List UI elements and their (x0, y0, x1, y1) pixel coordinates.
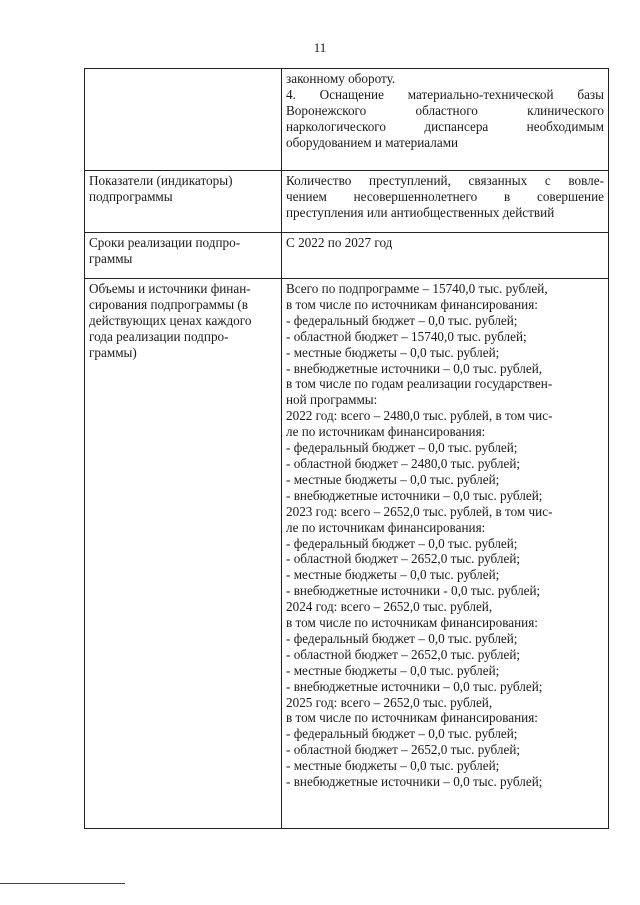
row-label-cell (85, 233, 282, 279)
row-value-cell (282, 279, 609, 829)
row-value-line: преступления или антиобщественных действий (286, 204, 555, 220)
row-label-cell (85, 171, 282, 233)
row-label-line: действующих ценах каждого (89, 312, 252, 328)
row-value-line: 2024 год: всего – 2652,0 тыс. рублей, (286, 599, 493, 615)
row-value-line: - областной бюджет – 2652,0 тыс. рублей; (286, 646, 521, 662)
table-row (85, 279, 609, 829)
row-value-line: ной программы: (286, 392, 378, 408)
row-value-line: ле по источникам финансирования: (286, 519, 486, 535)
row-value-line: - федеральный бюджет – 0,0 тыс. рублей; (286, 312, 518, 328)
table-row (85, 69, 609, 171)
row-value-line: в том числе по источникам финансирования: (286, 710, 538, 726)
table-row (85, 171, 609, 233)
row-value-cell (282, 233, 609, 279)
row-value-line: - областной бюджет – 15740,0 тыс. рублей; (286, 328, 527, 344)
row-value-line: 2022 год: всего – 2480,0 тыс. рублей, в том чис- (286, 408, 553, 424)
row-value-cell (282, 69, 609, 171)
row-value-line: оборудованием и материалами (286, 134, 459, 150)
row-label-line: сирования подпрограммы (в (89, 296, 249, 312)
row-value-line: - местные бюджеты – 0,0 тыс. рублей; (286, 471, 500, 487)
row-value-line: - внебюджетные источники – 0,0 тыс. рублей; (286, 774, 543, 790)
row-label-line: подпрограммы (89, 188, 173, 204)
row-value-line: - местные бюджеты – 0,0 тыс. рублей; (286, 567, 500, 583)
row-value-line: - местные бюджеты – 0,0 тыс. рублей; (286, 662, 500, 678)
page-number: 11 (313, 40, 327, 55)
row-value-line: - внебюджетные источники – 0,0 тыс. рублей; (286, 487, 543, 503)
row-value-line: - внебюджетные источники - 0,0 тыс. рублей; (286, 583, 541, 599)
row-value-line: - федеральный бюджет – 0,0 тыс. рублей; (286, 630, 518, 646)
subprogram-passport-table (84, 68, 609, 829)
row-value-line: - областной бюджет – 2652,0 тыс. рублей; (286, 742, 521, 758)
row-value-line: чением несовершеннолетнего в совершение (286, 188, 604, 204)
row-value-line: в том числе по источникам финансирования: (286, 296, 538, 312)
row-value-line: законному обороту. (286, 71, 396, 86)
row-value-line: - внебюджетные источники – 0,0 тыс. рублей, (286, 360, 543, 376)
row-label-line: Сроки реализации подпро- (89, 235, 241, 250)
row-label-cell (85, 279, 282, 829)
row-value-line: С 2022 по 2027 год (286, 235, 393, 250)
row-value-line: - федеральный бюджет – 0,0 тыс. рублей; (286, 440, 518, 456)
row-label-line: граммы) (89, 344, 137, 360)
row-value-line: - областной бюджет – 2652,0 тыс. рублей; (286, 551, 521, 567)
row-value-line: - федеральный бюджет – 0,0 тыс. рублей; (286, 726, 518, 742)
row-value-line: Всего по подпрограмме – 15740,0 тыс. рублей, (286, 281, 548, 296)
row-value-line: ле по источникам финансирования: (286, 424, 486, 440)
row-label-line: Объемы и источники финан- (89, 281, 251, 296)
table-row (85, 233, 609, 279)
row-label-line: граммы (89, 250, 133, 266)
row-value-cell (282, 171, 609, 233)
row-label-cell (85, 69, 282, 171)
row-label-line: года реализации подпро- (89, 328, 229, 344)
row-value-line: в том числе по источникам финансирования: (286, 615, 538, 631)
row-value-line: - внебюджетные источники – 0,0 тыс. рублей; (286, 678, 543, 694)
row-value-line: 2025 год: всего – 2652,0 тыс. рублей, (286, 694, 493, 710)
row-value-line: Количество преступлений, связанных с вовле- (286, 173, 604, 188)
footer-rule (0, 883, 125, 884)
row-value-line: в том числе по годам реализации государствен- (286, 376, 553, 392)
row-value-line: - местные бюджеты – 0,0 тыс. рублей; (286, 758, 500, 774)
row-value-line: 2023 год: всего – 2652,0 тыс. рублей, в том чис- (286, 503, 553, 519)
row-value-line: Воронежского областного клинического (286, 102, 604, 118)
row-value-line: - федеральный бюджет – 0,0 тыс. рублей; (286, 535, 518, 551)
row-value-line: - областной бюджет – 2480,0 тыс. рублей; (286, 455, 521, 471)
row-value-line: - местные бюджеты – 0,0 тыс. рублей; (286, 344, 500, 360)
row-value-line: 4. Оснащение материально-технической базы (286, 86, 604, 102)
row-value-line: наркологического диспансера необходимым (286, 118, 604, 134)
row-label-line: Показатели (индикаторы) (89, 173, 233, 188)
